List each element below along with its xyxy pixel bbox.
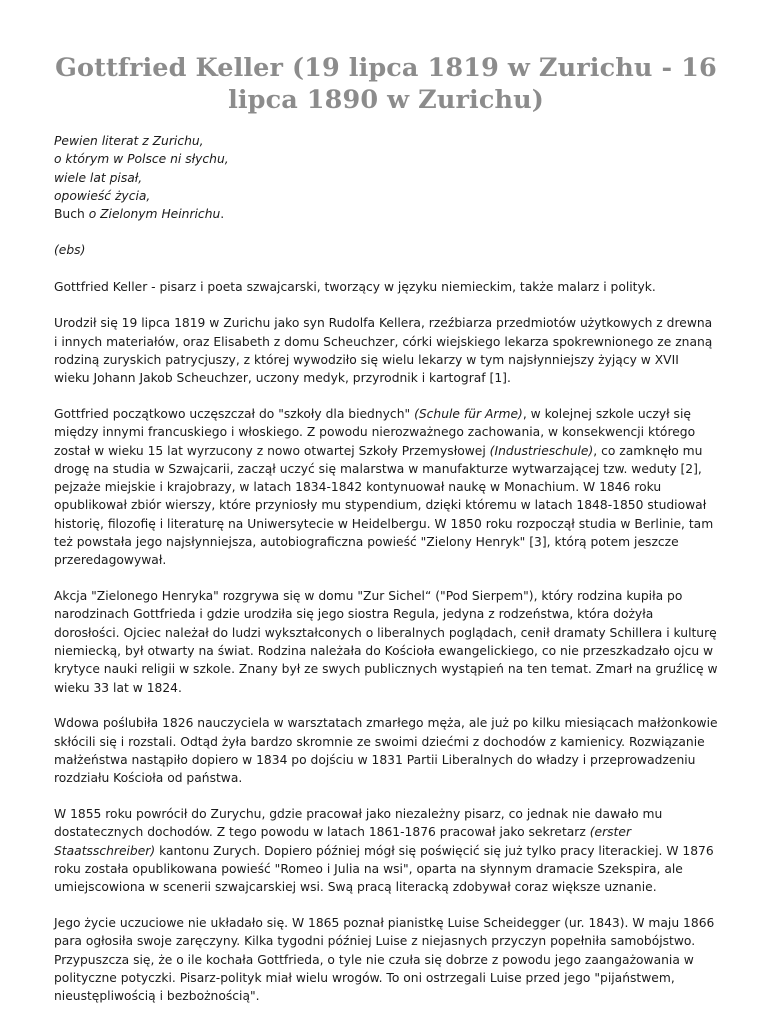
- poem-line-1: Pewien literat z Zurichu,: [54, 134, 204, 148]
- paragraph-3-part-c: , w kolejnej szkole uczył się między innymi francuskiego i włoskiego. Z powodu nierozważnego zachowania, w konsekwencji którego został w wieku 15 lat wyrzucony z nowo otwartej Szkoły Przemysłowej: [54, 406, 696, 458]
- paragraph-1: Gottfried Keller - pisarz i poeta szwajcarski, tworzący w języku niemieckim, także malarz i polityk.: [54, 280, 656, 295]
- paragraph-3-term-schule: (Schule für Arme): [414, 406, 523, 421]
- paragraph-3: [54, 405, 718, 570]
- paragraph-3-part-a: Gottfried początkowo uczęszczał do "szkoły dla biednych": [54, 406, 415, 421]
- document-title: Gottfried Keller (19 lipca 1819 w Zurichu - 16 lipca 1890 w Zurichu): [55, 53, 717, 115]
- poem-line-2: o którym w Polsce ni słychu,: [54, 152, 229, 167]
- author-signature: (ebs): [54, 243, 86, 258]
- paragraph-3-part-e: , co zamknęło mu drogę na studia w Szwajcarii, zaczął uczyć się malarstwa w manufakturze wytwarzającej tzw. weduty [2], pejzaże miejskie i krajobrazy, w latach 1834-1842 kontynuował naukę w Monachium. W 1846 roku opublikował zbiór wierszy, które przyniosły mu stypendium, dzięki któremu w latach 1848-1850 studiował historię, filozofię i literaturę na Uniwersytecie w Heidelbergu. W 1850 roku rozpoczął studia w Berlinie, tam też powstała jego najsłynniejsza, autobiograficzna powieść "Zielony Henryk" [3], którą potem jeszcze przeredagowywał.: [54, 443, 714, 568]
- paragraph-6-part-a: W 1855 roku powrócił do Zurychu, gdzie pracował jako niezależny pisarz, co jednak nie dawało mu dostatecznych dochodów. Z tego powodu w latach 1861-1876 pracował jako sekretarz: [54, 807, 663, 840]
- paragraph-2: Urodził się 19 lipca 1819 w Zurichu jako syn Rudolfa Kellera, rzeźbiarza przedmiotów użytkowych z drewna i innych materiałów, oraz Elisabeth z domu Scheuchzer, córki wiejskiego lekarza spokrewnionego ze znaną rodziną zuryskich patrycjuszy, z której wywodziło się wielu lekarzy w tym najsłynniejszy żyjący w XVII wieku Johann Jakob Scheuchzer, uczony medyk, przyrodnik i kartograf [1].: [54, 316, 713, 386]
- paragraph-7: Jego życie uczuciowe nie układało się. W 1865 poznał pianistkę Luise Scheidegger (ur. 1843). W maju 1866 para ogłosiła swoje zaręczyny. Kilka tygodni później Luise z niejasnych przyczyn popełniła samobójstwo. Przypuszcza się, że o ile kochała Gottfrieda, o tyle nie czuła się dobrze z powodu jego zaangażowania w polityczne potyczki. Pisarz-polityk miał wielu wrogów. To oni ostrzegali Luise przed jego "pijaństwem, nieustępliwością i bezbożnością".: [54, 916, 715, 1004]
- paragraph-3-term-industrieschule: (Industrieschule): [489, 443, 594, 458]
- epigraph-poem: [54, 132, 718, 223]
- poem-line-5-prefix: Buch: [54, 207, 89, 222]
- paragraph-4: Akcja "Zielonego Henryka" rozgrywa się w domu "Zur Sichel“ ("Pod Sierpem"), który rodzina kupiła po narodzinach Gottfrieda i gdzie urodziła się jego siostra Regula, jedyna z rodzeństwa, która dożyła dorosłości. Ojciec należał do ludzi wykształconych o liberalnych poglądach, cenił dramaty Schillera i kulturę niemiecką, był otwarty na świat. Rodzina należała do Kościoła ewangelickiego, co nie przeszkadzało ojcu w krytyce nauki religii w szkole. Znany był ze swych publicznych wystąpień na ten temat. Zmarł na gruźlicę w wieku 33 lat w 1824.: [54, 589, 718, 695]
- paragraph-6-term-staatsschreiber: (erster Staatsschreiber): [54, 825, 632, 858]
- poem-line-5: [54, 205, 718, 223]
- paragraph-6-part-c: kantonu Zurych. Dopiero później mógł się poświęcić się już tylko pracy literackiej. W 1876 roku została opublikowana powieść "Romeo i Julia na wsi", oparta na słynnym dramacie Szekspira, ale umiejscowiona w scenerii szwajcarskiej wsi. Swą pracą literacką zdobywał coraz większe uznanie.: [54, 843, 714, 895]
- poem-line-3: wiele lat pisał,: [54, 170, 143, 185]
- poem-line-5-title: o Zielonym Heinrichu: [88, 207, 221, 222]
- paragraph-5: Wdowa poślubiła 1826 nauczyciela w warsztatach zmarłego męża, ale już po kilku miesiącach małżonkowie skłócili się i rozstali. Odtąd żyła bardzo skromnie ze swoimi dziećmi z dochodów z kamienicy. Rozwiązanie małżeństwa nastąpiło dopiero w 1834 po dojściu w 1831 Partii Liberalnych do władzy i przeprowadzeniu rozdziału Kościoła od państwa.: [54, 716, 718, 786]
- paragraph-6: [54, 805, 718, 896]
- poem-line-5-suffix: .: [220, 207, 225, 222]
- document-page: [54, 52, 718, 1023]
- poem-line-4: opowieść życia,: [54, 188, 151, 203]
